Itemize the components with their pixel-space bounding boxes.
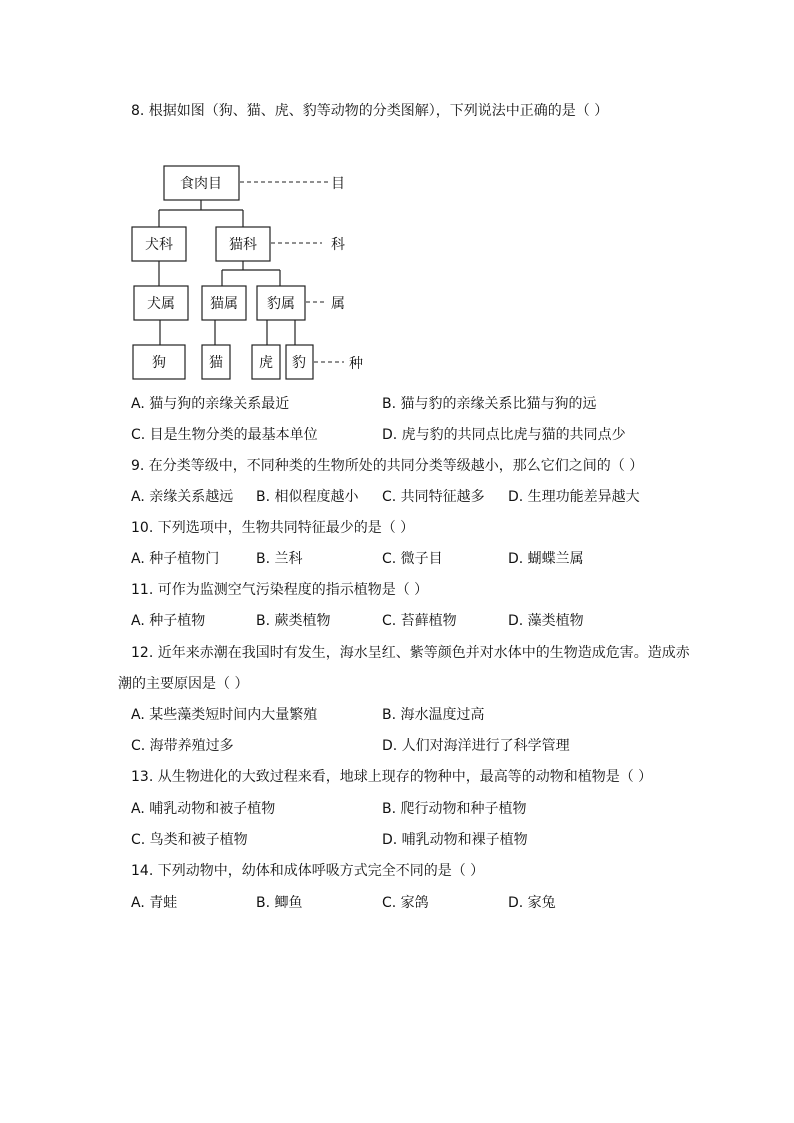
- q13-stem: 13. 从生物进化的大致过程来看，地球上现存的物种中，最高等的动物和植物是（ ）: [131, 769, 653, 785]
- q14-option-b: B. 鲫鱼: [256, 895, 303, 911]
- q10-option-a: A. 种子植物门: [131, 551, 220, 567]
- box-label-carnivora: 食肉目: [180, 176, 222, 192]
- q12-option-c: C. 海带养殖过多: [131, 738, 234, 754]
- box-label-panthera: 豹属: [267, 296, 295, 312]
- q11-option-a: A. 种子植物: [131, 613, 206, 629]
- q11-option-d: D. 藻类植物: [508, 613, 584, 629]
- connector-panthera-species: [267, 320, 295, 345]
- box-label-canidae: 犬科: [145, 237, 173, 253]
- q11-stem: 11. 可作为监测空气污染程度的指示植物是（ ）: [131, 582, 429, 598]
- q14-option-d: D. 家兔: [508, 895, 556, 911]
- level-label-family: 科: [331, 237, 345, 253]
- q9-option-d: D. 生理功能差异越大: [508, 489, 640, 505]
- q12-option-a: A. 某些藻类短时间内大量繁殖: [131, 707, 318, 723]
- q13-option-d: D. 哺乳动物和裸子植物: [382, 832, 528, 848]
- box-label-dog: 狗: [152, 355, 166, 371]
- q8-stem: 8. 根据如图（狗、猫、虎、豹等动物的分类图解），下列说法中正确的是（ ）: [131, 103, 609, 119]
- q12-stem-continued: 潮的主要原因是（ ）: [118, 676, 249, 692]
- q9-option-a: A. 亲缘关系越远: [131, 489, 234, 505]
- q12-stem: 12. 近年来赤潮在我国时有发生，海水呈红、紫等颜色并对水体中的生物造成危害。造成赤: [131, 645, 690, 661]
- box-label-cat: 猫: [209, 355, 223, 371]
- box-label-felidae: 猫科: [229, 237, 257, 253]
- classification-diagram: [0, 0, 794, 400]
- box-label-tiger: 虎: [259, 355, 273, 371]
- q10-option-c: C. 微子目: [382, 551, 443, 567]
- q8-option-c: C. 目是生物分类的最基本单位: [131, 427, 318, 443]
- box-label-felis: 猫属: [210, 296, 238, 312]
- q11-option-b: B. 蕨类植物: [256, 613, 331, 629]
- q9-option-c: C. 共同特征越多: [382, 489, 485, 505]
- q9-stem: 9. 在分类等级中，不同种类的生物所处的共同分类等级越小，那么它们之间的（ ）: [131, 458, 644, 474]
- q13-option-b: B. 爬行动物和种子植物: [382, 801, 527, 817]
- level-label-genus: 属: [331, 296, 345, 312]
- q12-option-d: D. 人们对海洋进行了科学管理: [382, 738, 570, 754]
- q11-option-c: C. 苔藓植物: [382, 613, 457, 629]
- box-label-canis: 犬属: [147, 296, 175, 312]
- level-label-species: 种: [349, 356, 363, 372]
- connector-felidae-genera: [222, 261, 280, 286]
- connector-order-family: [159, 200, 243, 227]
- box-label-leopard: 豹: [292, 355, 306, 371]
- q10-option-b: B. 兰科: [256, 551, 303, 567]
- q14-stem: 14. 下列动物中，幼体和成体呼吸方式完全不同的是（ ）: [131, 863, 485, 879]
- q12-option-b: B. 海水温度过高: [382, 707, 485, 723]
- q10-option-d: D. 蝴蝶兰属: [508, 551, 584, 567]
- q8-option-d: D. 虎与豹的共同点比虎与猫的共同点少: [382, 427, 626, 443]
- q14-option-a: A. 青蛙: [131, 895, 178, 911]
- q14-option-c: C. 家鸽: [382, 895, 429, 911]
- q13-option-c: C. 鸟类和被子植物: [131, 832, 248, 848]
- level-label-order: 目: [331, 176, 345, 192]
- q13-option-a: A. 哺乳动物和被子植物: [131, 801, 276, 817]
- q8-option-b: B. 猫与豹的亲缘关系比猫与狗的远: [382, 396, 597, 412]
- q9-option-b: B. 相似程度越小: [256, 489, 359, 505]
- q10-stem: 10. 下列选项中，生物共同特征最少的是（ ）: [131, 520, 415, 536]
- q8-option-a: A. 猫与狗的亲缘关系最近: [131, 396, 290, 412]
